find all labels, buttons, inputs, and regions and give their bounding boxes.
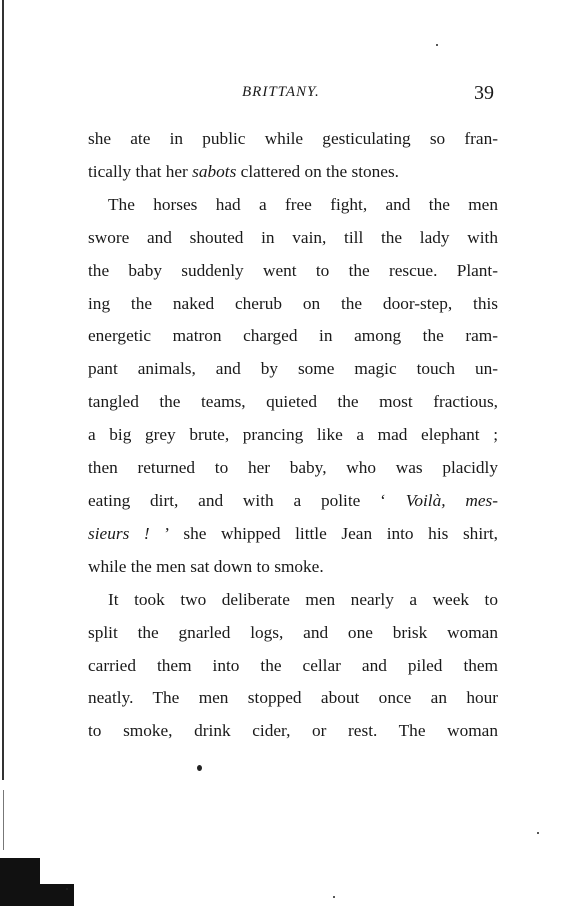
text-line: neatly. The men stopped about once an hour [88,688,498,708]
text-line: energetic matron charged in among the ram- [88,326,498,346]
text-line: while the men sat down to smoke. [88,556,324,576]
text-line: then returned to her baby, who was placidly [88,458,498,478]
scan-speck [436,44,438,46]
text-line: carried them into the cellar and piled them [88,655,498,675]
text-line: the baby suddenly went to the rescue. Plant- [88,260,498,280]
text-line: to smoke, drink cider, or rest. The woman [88,721,498,741]
running-head: BRITTANY. [242,84,320,100]
ink-mark [197,765,202,771]
body-text [88,123,498,748]
paragraph [88,189,498,584]
text-line: ing the naked cherub on the door-step, this [88,293,498,313]
text-line: split the gnarled logs, and one brisk woman [88,622,498,642]
text-line: tically that her sabots clattered on the stones. [88,161,400,181]
scan-speck [537,832,539,834]
text-line: The horses had a free fight, and the men [108,194,498,214]
text-line: eating dirt, and with a polite ‘ Voilà, mes- [88,490,498,510]
page-header [88,84,498,114]
text-line: a big grey brute, prancing like a mad elephant ; [88,425,498,445]
scan-speck [66,888,68,890]
scan-speck [333,896,335,898]
text-line: pant animals, and by some magic touch un- [88,359,498,379]
text-line: swore and shouted in vain, till the lady with [88,227,498,247]
text-line: tangled the teams, quieted the most fractious, [88,392,498,412]
paragraph [88,584,498,749]
text-line: she ate in public while gesticulating so fran- [88,129,498,148]
page-edge-rule [2,0,4,780]
paragraph [88,123,498,189]
page-number: 39 [474,82,494,104]
text-line: It took two deliberate men nearly a week to [108,589,498,609]
text-line: sieurs ! ’ she whipped little Jean into his shirt, [88,523,498,543]
page-edge-rule-lower [3,790,4,850]
